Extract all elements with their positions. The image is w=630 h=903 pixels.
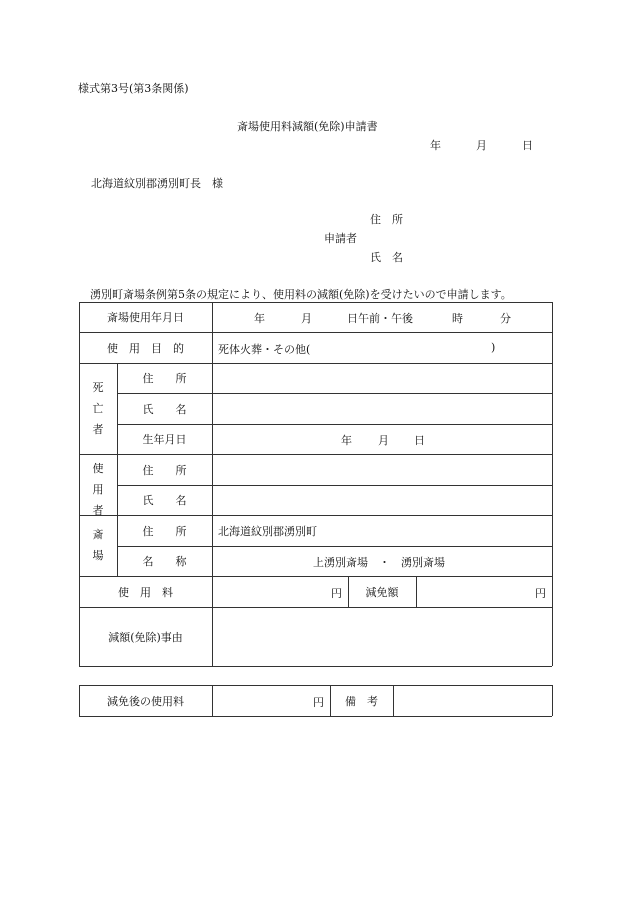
document-title: 斎場使用料減額(免除)申請書: [237, 120, 378, 133]
reduction-unit: 円: [535, 587, 546, 600]
facility-name-label: 名 称: [142, 555, 187, 568]
remarks-label: 備 考: [345, 694, 378, 708]
user-group-char: 使: [92, 462, 104, 475]
fee-unit: 円: [331, 587, 342, 600]
facility-address-label: 住 所: [142, 524, 187, 538]
deceased-address-label: 住 所: [142, 372, 187, 385]
usage-date-year: 年: [254, 312, 265, 325]
reduction-label: 減免額: [365, 585, 399, 599]
birth-month: 月: [378, 434, 389, 447]
user-address-label: 住 所: [142, 463, 187, 477]
applicant-address-label: 住 所: [370, 213, 403, 226]
deceased-birth-label: 生年月日: [142, 433, 187, 446]
usage-date-month: 月: [301, 312, 312, 325]
deceased-name-label: 氏 名: [142, 402, 187, 416]
user-group-char: 者: [92, 504, 104, 517]
purpose-close: ): [491, 341, 496, 354]
user-group-char: 用: [92, 483, 104, 496]
usage-date-day-ampm: 日午前・午後: [347, 312, 413, 325]
after-fee-label: 減免後の使用料: [107, 694, 184, 708]
fee-label: 使 用 料: [118, 585, 173, 599]
facility-group-char: 斎: [92, 528, 104, 541]
date-day-label: 日: [522, 139, 533, 152]
birth-day: 日: [414, 434, 425, 447]
applicant-name-label: 氏 名: [370, 251, 403, 264]
purpose-label: 使 用 目 的: [107, 341, 184, 355]
reason-label: 減額(免除)事由: [108, 630, 183, 644]
addressee: 北海道紋別郡湧別町長 様: [91, 177, 223, 190]
user-name-label: 氏 名: [142, 494, 187, 507]
facility-group-char: 場: [92, 549, 104, 562]
after-fee-unit: 円: [313, 696, 324, 709]
deceased-group-char: 亡: [92, 402, 104, 415]
purpose-value: 死体火葬・その他(: [218, 343, 311, 356]
date-month-label: 月: [476, 139, 487, 152]
statement-text: 湧別町斎場条例第5条の規定により、使用料の減額(免除)を受けたいので申請します。: [90, 288, 512, 301]
deceased-group-char: 者: [92, 423, 104, 436]
applicant-label: 申請者: [324, 232, 357, 245]
facility-address-value: 北海道紋別郡湧別町: [218, 525, 317, 538]
usage-date-label: 斎場使用年月日: [107, 311, 184, 324]
birth-year: 年: [341, 434, 352, 447]
usage-date-hour: 時: [452, 312, 463, 325]
deceased-group-char: 死: [92, 381, 104, 394]
facility-name-value: 上湧別斎場 ・ 湧別斎場: [313, 556, 445, 569]
usage-date-minute: 分: [500, 312, 511, 325]
form-number: 様式第3号(第3条関係): [78, 82, 189, 95]
date-year-label: 年: [430, 139, 441, 152]
